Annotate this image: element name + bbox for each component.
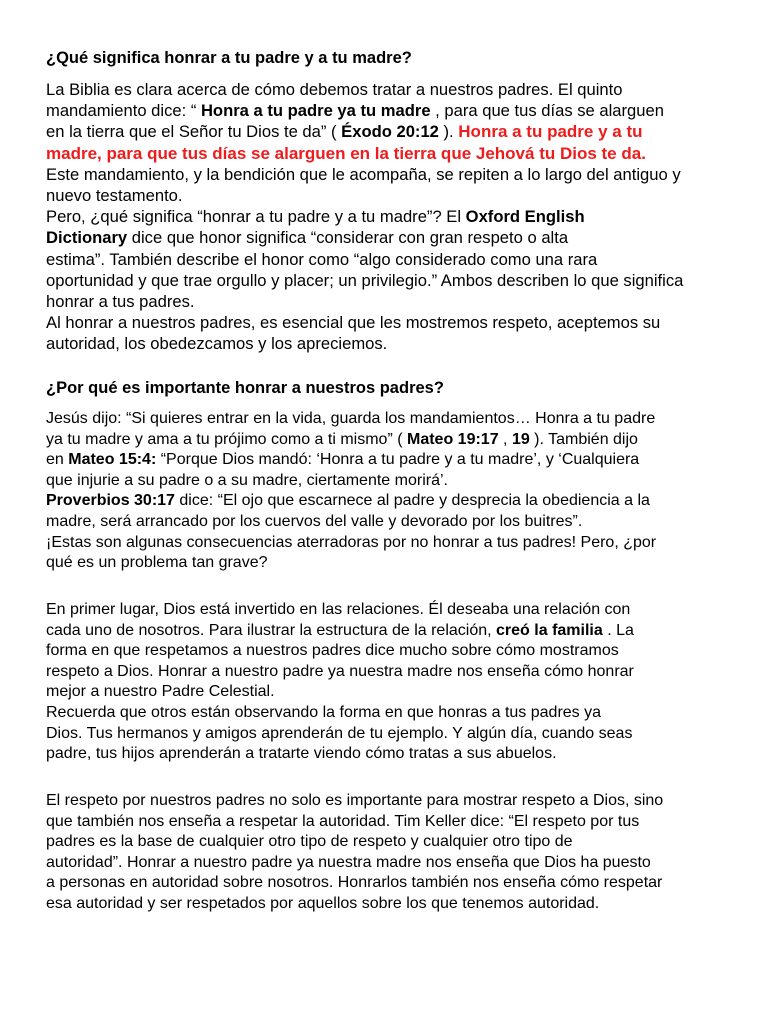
text-run: estima”. También describe el honor como “algo considerado como una rara [46,249,598,269]
bible-reference: Éxodo 20:12 [341,122,439,142]
text-run: ). [438,122,459,142]
text-run: Este mandamiento, y la bendición que le acompaña, se repiten a lo largo del antiguo y [46,164,681,184]
bold-quote: Honra a tu padre ya tu madre [200,101,431,121]
text-run: forma en que respetamos a nuestros padres dice mucho sobre cómo mostramos [46,642,619,660]
text-line [46,873,736,894]
section-meaning-body [46,79,736,355]
text-line [46,312,736,333]
text-line [46,791,736,812]
bible-reference: 19 [511,430,530,448]
text-line [46,121,736,142]
section-heading-importance: ¿Por qué es importante honrar a nuestros padres? [46,379,444,397]
text-run: autoridad”. Honrar a nuestro padre ya nuestra madre nos enseña que Dios ha puesto [46,853,651,871]
text-run: honrar a tus padres. [46,292,195,312]
text-line [46,600,736,621]
text-line [46,249,736,270]
text-run: , [498,430,512,448]
text-run: . La [602,621,634,639]
text-line [46,662,736,683]
text-line [46,227,736,248]
text-line [46,79,736,100]
section-relationships-body [46,600,736,765]
text-run: qué es un problema tan grave? [46,554,268,572]
text-line [46,164,736,185]
text-run: dice que honor significa “considerar con gran respeto o alta [127,228,569,248]
text-run: En primer lugar, Dios está invertido en las relaciones. Él deseaba una relación con [46,601,631,618]
text-run: La Biblia es clara acerca de cómo debemos tratar a nuestros padres. El quinto [46,80,623,99]
text-line [46,333,736,354]
section-heading-meaning: ¿Qué significa honrar a tu padre y a tu madre? [46,49,412,67]
text-line [46,744,736,765]
text-run: Al honrar a nuestros padres, es esencial que les mostremos respeto, aceptemos su [46,313,661,333]
text-line [46,291,736,312]
text-run: Pero, ¿qué significa “honrar a tu padre y a tu madre”? El [46,207,466,227]
text-run: respeto a Dios. Honrar a nuestro padre ya nuestra madre nos enseña cómo honrar [46,662,634,680]
text-line [46,641,736,662]
dictionary-name: Oxford English [465,207,585,227]
text-run: ). También dijo [529,430,638,448]
text-line [46,143,736,164]
text-line [46,512,736,533]
text-run: en la tierra que el Señor tu Dios te da” ( [46,122,342,142]
text-line [46,853,736,874]
text-line [46,471,736,492]
text-run: El respeto por nuestros padres no solo es importante para mostrar respeto a Dios, sino [46,792,664,809]
text-run: autoridad, los obedezcamos y los apreciemos. [46,334,388,354]
text-line [46,832,736,853]
highlighted-verse: Honra a tu padre y a tu [458,122,643,142]
text-line [46,703,736,724]
text-line [46,553,736,574]
bible-reference: Mateo 19:17 [407,430,499,448]
text-run: que injurie a su padre o a su madre, ciertamente morirá’. [46,471,448,489]
text-line [46,894,736,915]
text-run: mandamiento dice: “ [46,101,201,121]
text-line [46,812,736,833]
text-run: dice: “El ojo que escarnece al padre y desprecia la obediencia a la [174,492,650,510]
text-run: madre, será arrancado por los cuervos del valle y devorado por los buitres”. [46,512,583,530]
bold-phrase: creó la familia [496,621,603,639]
text-run: ya tu madre y ama a tu prójimo como a ti mismo” ( [46,430,407,448]
text-line [46,100,736,121]
text-run: Recuerda que otros están observando la forma en que honras a tus padres ya [46,703,602,721]
text-run: esa autoridad y ser respetados por aquellos sobre los que tenemos autoridad. [46,894,600,912]
text-line [46,724,736,745]
dictionary-name: Dictionary [46,228,128,248]
text-run: mejor a nuestro Padre Celestial. [46,683,275,701]
section-importance-body [46,409,736,574]
text-run: cada uno de nosotros. Para ilustrar la estructura de la relación, [46,621,497,639]
text-run: , para que tus días se alarguen [430,101,664,121]
section-authority-body [46,791,736,915]
bible-reference: Proverbios 30:17 [46,492,175,510]
text-run: padres es la base de cualquier otro tipo de respeto y cualquier otro tipo de [46,833,573,851]
text-line [46,270,736,291]
text-line [46,533,736,554]
text-run: ¡Estas son algunas consecuencias aterradoras por no honrar a tus padres! Pero, ¿por [46,533,657,551]
text-line [46,621,736,642]
text-line [46,206,736,227]
text-run: Dios. Tus hermanos y amigos aprenderán de tu ejemplo. Y algún día, cuando seas [46,724,633,742]
highlighted-verse: madre, para que tus días se alarguen en la tierra que Jehová tu Dios te da. [46,143,646,163]
text-line [46,185,736,206]
text-line [46,409,736,430]
text-run: nuevo testamento. [46,186,183,206]
text-run: oportunidad y que trae orgullo y placer; un privilegio.” Ambos describen lo que significa [46,270,684,290]
text-line [46,491,736,512]
text-run: a personas en autoridad sobre nosotros. Honrarlos también nos enseña cómo respetar [46,874,663,892]
text-line [46,682,736,703]
text-run: Jesús dijo: “Si quieres entrar en la vida, guarda los mandamientos… Honra a tu padre [46,410,656,427]
text-run: “Porque Dios mandó: ‘Honra a tu padre y a tu madre’, y ‘Cualquiera [156,451,640,469]
bible-reference: Mateo 15:4: [68,451,157,469]
text-run: en [46,451,69,469]
text-run: que también nos enseña a respetar la autoridad. Tim Keller dice: “El respeto por tus [46,812,640,830]
text-run: padre, tus hijos aprenderán a tratarte viendo cómo tratas a sus abuelos. [46,745,557,763]
text-line [46,430,736,451]
text-line [46,450,736,471]
